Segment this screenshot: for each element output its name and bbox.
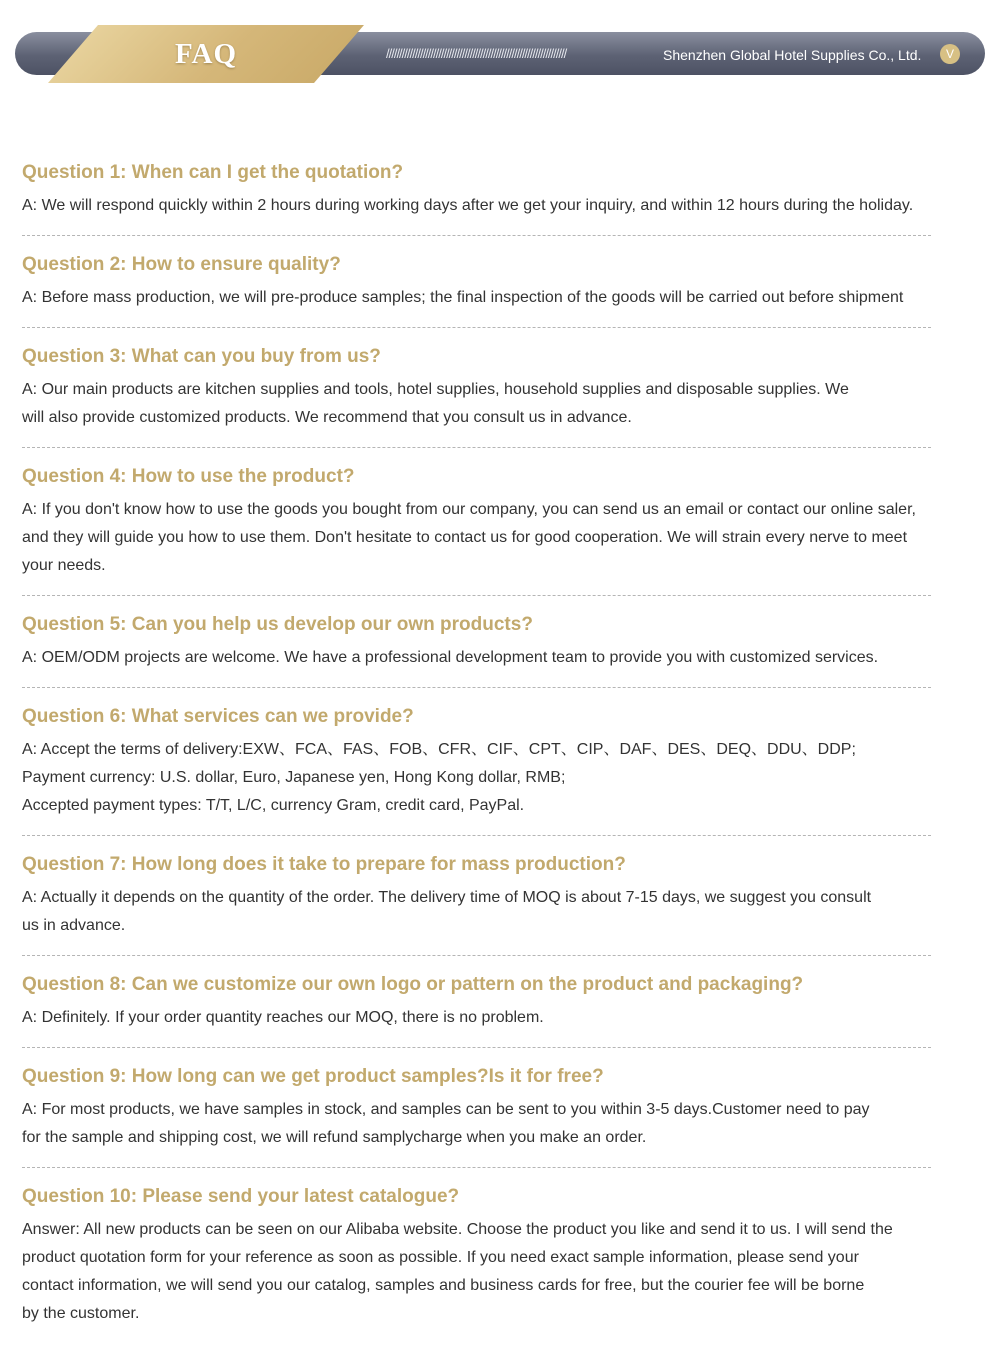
faq-answer-line: Payment currency: U.S. dollar, Euro, Japanese yen, Hong Kong dollar, RMB;	[22, 769, 566, 786]
faq-question: Question 5: Can you help us develop our own products?	[22, 614, 533, 635]
faq-item	[22, 700, 931, 836]
decorative-slashes: /////////////////////////////////////////////////////////////////////	[386, 46, 567, 61]
faq-answer-line: A: Actually it depends on the quantity of the order. The delivery time of MOQ is about 7-15 days, we suggest you consult	[22, 889, 872, 906]
faq-answer-line: us in advance.	[22, 917, 126, 934]
faq-question: Question 10: Please send your latest catalogue?	[22, 1186, 460, 1207]
faq-answer-line: A: We will respond quickly within 2 hours during working days after we get your inquiry, and within 12 hours during the holiday.	[22, 197, 914, 214]
faq-answer-line: Answer: All new products can be seen on our Alibaba website. Choose the product you like and send it to us. I will send the	[22, 1221, 893, 1238]
faq-answer-line: A: If you don't know how to use the goods you bought from our company, you can send us an email or contact our online saler,	[22, 501, 916, 518]
faq-header	[0, 0, 1000, 100]
faq-answer-line: will also provide customized products. We recommend that you consult us in advance.	[22, 409, 632, 426]
faq-question: Question 6: What services can we provide?	[22, 706, 414, 727]
faq-item	[22, 1180, 931, 1343]
faq-list	[22, 156, 931, 1343]
faq-answer-line: for the sample and shipping cost, we will refund samplycharge when you make an order.	[22, 1129, 647, 1146]
faq-item	[22, 460, 931, 596]
faq-item	[22, 156, 931, 236]
faq-question: Question 9: How long can we get product samples?Is it for free?	[22, 1066, 604, 1087]
faq-answer-line: contact information, we will send you our catalog, samples and business cards for free, but the courier fee will be borne	[22, 1277, 865, 1294]
faq-item	[22, 248, 931, 328]
faq-item	[22, 340, 931, 448]
faq-answer-line: A: For most products, we have samples in stock, and samples can be sent to you within 3-5 days.Customer need to pay	[22, 1101, 870, 1118]
faq-question: Question 1: When can I get the quotation?	[22, 162, 404, 183]
faq-question: Question 4: How to use the product?	[22, 466, 355, 487]
faq-answer-line: your needs.	[22, 557, 106, 574]
faq-item	[22, 1060, 931, 1168]
faq-answer-line: Accepted payment types: T/T, L/C, currency Gram, credit card, PayPal.	[22, 797, 525, 814]
faq-answer-line: and they will guide you how to use them. Don't hesitate to contact us for good cooperation. We will strain every nerve to meet	[22, 529, 908, 546]
faq-question: Question 2: How to ensure quality?	[22, 254, 341, 275]
faq-item	[22, 848, 931, 956]
faq-question: Question 8: Can we customize our own logo or pattern on the product and packaging?	[22, 974, 804, 995]
faq-item	[22, 968, 931, 1048]
faq-answer-line: A: Accept the terms of delivery:EXW、FCA、FAS、FOB、CFR、CIF、CPT、CIP、DAF、DES、DEQ、DDU、DDP;	[22, 741, 856, 758]
faq-answer-line: A: Definitely. If your order quantity reaches our MOQ, there is no problem.	[22, 1009, 544, 1026]
faq-question: Question 3: What can you buy from us?	[22, 346, 381, 367]
faq-answer-line: A: OEM/ODM projects are welcome. We have a professional development team to provide you with customized services.	[22, 649, 879, 666]
faq-item	[22, 608, 931, 688]
faq-answer-line: by the customer.	[22, 1305, 140, 1322]
faq-question: Question 7: How long does it take to prepare for mass production?	[22, 854, 626, 875]
faq-answer-line: product quotation form for your reference as soon as possible. If you need exact sample information, please send your	[22, 1249, 859, 1266]
faq-answer-line: A: Our main products are kitchen supplies and tools, hotel supplies, household supplies and disposable supplies. We	[22, 381, 849, 398]
faq-answer-line: A: Before mass production, we will pre-produce samples; the final inspection of the goods will be carried out before shipment	[22, 289, 904, 306]
v-badge-icon: V	[940, 44, 960, 64]
faq-title: FAQ	[174, 38, 238, 70]
company-name: Shenzhen Global Hotel Supplies Co., Ltd.	[663, 47, 922, 63]
